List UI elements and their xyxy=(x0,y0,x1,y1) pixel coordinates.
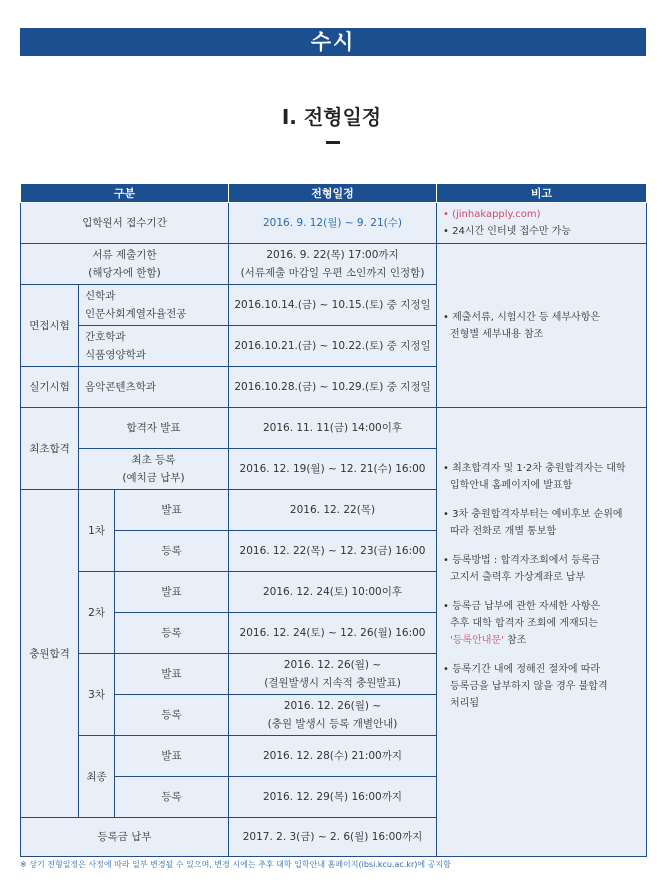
round-final-register-label: 등록 xyxy=(115,777,229,818)
round-1-announce-label: 발표 xyxy=(115,490,229,531)
note-results-5-line3: 처리됨 xyxy=(450,698,479,709)
round-2-announce-label: 발표 xyxy=(115,572,229,613)
row-label-final-announce: 합격자 발표 xyxy=(79,408,229,449)
note-results-4 xyxy=(443,598,642,649)
note-results-3-line2: 고지서 출력후 가상계좌로 납부 xyxy=(450,572,586,583)
footnote: ※ 상기 전형일정은 사정에 따라 일부 변경될 수 있으며, 변경 시에는 추후 대학 입학안내 홈페이지(ibsi.kcu.ac.kr)에 공지함 xyxy=(20,860,451,869)
round-3-announce-date-line1: 2016. 12. 26(월) ~ xyxy=(283,659,382,671)
row-label-docs xyxy=(21,244,229,285)
row-date-fee: 2017. 2. 3(금) ~ 2. 6(월) 16:00까지 xyxy=(229,818,437,857)
row-date-final-register: 2016. 12. 19(월) ~ 12. 21(수) 16:00 xyxy=(229,449,437,490)
note-exam-line2: 전형별 세부내용 참조 xyxy=(450,328,544,340)
round-1-label: 1차 xyxy=(79,490,115,572)
row-date-interview-2: 2016.10.21.(금) ~ 10.22.(토) 중 지정일 xyxy=(229,326,437,367)
note-exam-line1: • 제출서류, 시험시간 등 세부사항은 xyxy=(443,311,601,323)
header-schedule: 전형일정 xyxy=(229,184,437,203)
round-2-register-label: 등록 xyxy=(115,613,229,654)
round-1-register-label: 등록 xyxy=(115,531,229,572)
note-apply-line2: • 24시간 인터넷 접수만 가능 xyxy=(443,226,571,237)
round-2-register-date: 2016. 12. 24(토) ~ 12. 26(월) 16:00 xyxy=(229,613,437,654)
table-header-row xyxy=(21,184,647,203)
round-final-announce-date: 2016. 12. 28(수) 21:00까지 xyxy=(229,736,437,777)
header-remarks: 비고 xyxy=(437,184,647,203)
row-label-docs-line1: 서류 제출기한 xyxy=(92,249,157,261)
note-results-3-line1: • 등록방법 : 합격자조회에서 등록금 xyxy=(443,555,601,566)
row-dept-interview-2-line2: 식품영양학과 xyxy=(85,349,146,361)
round-final-label: 최종 xyxy=(79,736,115,818)
round-3-register-label: 등록 xyxy=(115,695,229,736)
row-label-final-register-line2: (예치금 납부) xyxy=(122,472,185,484)
note-results-2-line1: • 3차 충원합격자부터는 예비후보 순위에 xyxy=(443,509,623,520)
round-3-label: 3차 xyxy=(79,654,115,736)
section-title: Ⅰ. 전형일정 xyxy=(281,105,382,129)
note-results-4-line1: • 등록금 납부에 관한 자세한 사항은 xyxy=(443,601,601,612)
note-results xyxy=(437,408,647,857)
round-3-announce-label: 발표 xyxy=(115,654,229,695)
note-results-1 xyxy=(443,460,642,494)
row-label-apply: 입학원서 접수기간 xyxy=(21,203,229,244)
row-label-final-register-line1: 최초 등록 xyxy=(131,454,176,466)
note-results-4-line3-rest: 참조 xyxy=(503,635,527,646)
round-final-announce-label: 발표 xyxy=(115,736,229,777)
row-dept-interview-1-line2: 인문사회계열자율전공 xyxy=(85,308,187,320)
note-results-1-line1: • 최초합격자 및 1·2차 충원합격자는 대학 xyxy=(443,463,626,474)
group-additional: 충원합격 xyxy=(21,490,79,818)
row-date-apply: 2016. 9. 12(월) ~ 9. 21(수) xyxy=(229,203,437,244)
page-banner: 수시 xyxy=(20,28,646,56)
round-final-register-date: 2016. 12. 29(목) 16:00까지 xyxy=(229,777,437,818)
row-dept-interview-1 xyxy=(79,285,229,326)
note-apply xyxy=(437,203,647,244)
round-2-announce-date: 2016. 12. 24(토) 10:00이후 xyxy=(229,572,437,613)
row-label-fee: 등록금 납부 xyxy=(21,818,229,857)
note-results-4-line2: 추후 대학 합격자 조회에 게재되는 xyxy=(450,618,598,629)
row-date-docs-line2: (서류제출 마감일 우편 소인까지 인정함) xyxy=(240,267,425,279)
title-divider xyxy=(326,141,340,144)
group-final-pass: 최초합격 xyxy=(21,408,79,490)
note-results-1-line2: 입학안내 홈페이지에 발표함 xyxy=(450,480,573,491)
table-row xyxy=(21,203,647,244)
row-date-final-announce: 2016. 11. 11(금) 14:00이후 xyxy=(229,408,437,449)
note-results-3 xyxy=(443,552,642,586)
note-results-4-line3 xyxy=(443,632,642,649)
round-3-announce-date-line2: (결원발생시 지속적 충원발표) xyxy=(264,677,401,689)
row-dept-practical: 음악콘텐츠학과 xyxy=(79,367,229,408)
header-category: 구분 xyxy=(21,184,229,203)
row-date-docs xyxy=(229,244,437,285)
row-date-interview-1: 2016.10.14.(금) ~ 10.15.(토) 중 지정일 xyxy=(229,285,437,326)
row-label-final-register xyxy=(79,449,229,490)
round-3-announce-date xyxy=(229,654,437,695)
note-apply-line1: • (jinhakapply.com) xyxy=(443,209,541,220)
note-results-5 xyxy=(443,661,642,712)
round-2-label: 2차 xyxy=(79,572,115,654)
round-3-register-date-line2: (충원 발생시 등록 개별안내) xyxy=(267,718,398,730)
table-row xyxy=(21,408,647,449)
row-dept-interview-1-line1: 신학과 xyxy=(85,290,116,302)
group-interview: 면접시험 xyxy=(21,285,79,367)
round-1-register-date: 2016. 12. 22(목) ~ 12. 23(금) 16:00 xyxy=(229,531,437,572)
round-1-announce-date: 2016. 12. 22(목) xyxy=(229,490,437,531)
table-row xyxy=(21,244,647,285)
row-dept-interview-2 xyxy=(79,326,229,367)
note-results-5-line1: • 등록기간 내에 정해진 절차에 따라 xyxy=(443,664,601,675)
row-dept-interview-2-line1: 간호학과 xyxy=(85,331,126,343)
schedule-table xyxy=(20,184,647,857)
note-results-5-line2: 등록금을 납부하지 않을 경우 불합격 xyxy=(450,681,608,692)
round-3-register-date xyxy=(229,695,437,736)
row-label-docs-line2: (해당자에 한함) xyxy=(88,267,161,279)
registration-guide-link-text: '등록안내문' xyxy=(450,635,504,646)
note-exam xyxy=(437,244,647,408)
note-results-2-line2: 따라 전화로 개별 통보함 xyxy=(450,526,557,537)
group-practical: 실기시험 xyxy=(21,367,79,408)
note-results-2 xyxy=(443,506,642,540)
row-date-docs-line1: 2016. 9. 22(목) 17:00까지 xyxy=(266,249,399,261)
round-3-register-date-line1: 2016. 12. 26(월) ~ xyxy=(283,700,382,712)
row-date-practical: 2016.10.28.(금) ~ 10.29.(토) 중 지정일 xyxy=(229,367,437,408)
